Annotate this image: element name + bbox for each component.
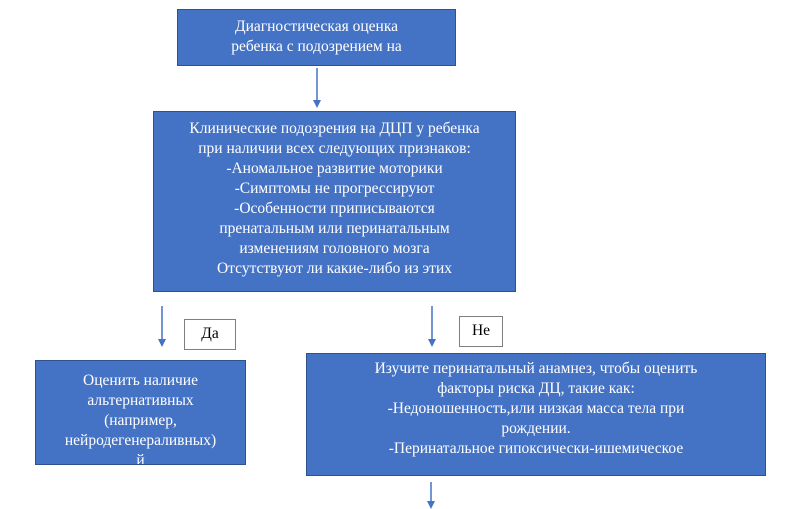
- node-text-line: изменениям головного мозга: [239, 240, 430, 257]
- node-text-line: пренатальным или перинатальным: [219, 220, 450, 237]
- node-text-line: Клинические подозрения на ДЦП у ребенка: [189, 120, 480, 137]
- node-text-line: -Особенности приписываются: [234, 200, 435, 217]
- node-text-line: й: [136, 452, 145, 465]
- node-text-line: при наличии всех следующих признаков:: [198, 140, 471, 157]
- node-text-line: Изучите перинатальный анамнез, чтобы оценить: [374, 360, 698, 377]
- node-text-line: -Аномальное развитие моторики: [226, 160, 443, 177]
- node-perinatal-history: [306, 353, 766, 476]
- node-text-line: нейродегенераливных): [64, 432, 217, 449]
- node-text-line: Диагностическая оценка: [235, 18, 398, 35]
- node-text-line: ребенка с подозрением на: [231, 38, 402, 55]
- node-clinical-criteria: [153, 111, 516, 292]
- node-alternative-diagnosis: [35, 360, 246, 465]
- node-text-line: альтернативных: [87, 392, 194, 409]
- node-text-line: факторы риска ДЦ, такие как:: [437, 380, 635, 397]
- edge-label-no: Не: [459, 316, 503, 347]
- node-text-line: -Недоношенность,или низкая масса тела при: [387, 400, 685, 417]
- node-diagnostic-assessment: [177, 9, 456, 66]
- edge-label-yes: Да: [184, 319, 236, 350]
- node-text-line: -Перинатальное гипоксически-ишемическое: [388, 440, 684, 457]
- node-text-line: Оценить наличие: [83, 372, 198, 389]
- node-text-line: Отсутствуют ли какие-либо из этих: [216, 260, 452, 277]
- node-text-line: -Симптомы не прогрессируют: [234, 180, 435, 197]
- node-text-line: рождении.: [501, 420, 571, 437]
- node-text-line: (например,: [104, 412, 177, 429]
